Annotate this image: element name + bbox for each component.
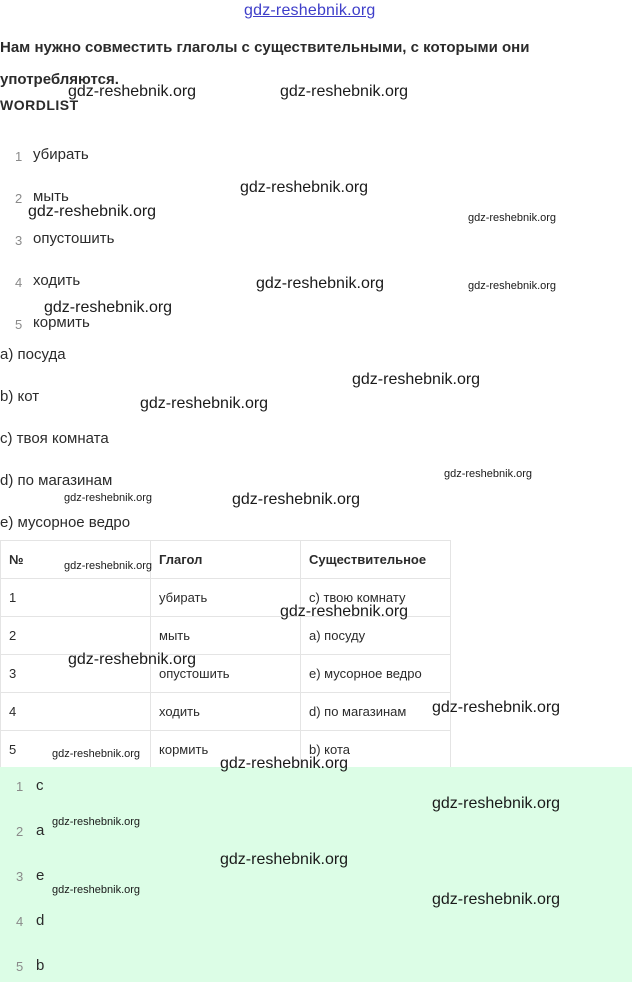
- verb: мыть: [33, 188, 69, 205]
- list-item: b) кот: [0, 388, 40, 405]
- verb: кормить: [33, 314, 90, 331]
- list-item: e) мусорное ведро: [0, 514, 131, 531]
- item-number: 2: [16, 824, 24, 839]
- watermark: gdz-reshebnik.org: [444, 468, 533, 480]
- list-item: [16, 867, 44, 884]
- watermark: gdz-reshebnik.org: [52, 884, 141, 896]
- item-number: 1: [16, 779, 24, 794]
- table-cell: 1: [1, 579, 151, 617]
- table-cell: 5: [1, 731, 151, 769]
- answer-letter: c: [36, 777, 44, 794]
- watermark: gdz-reshebnik.org: [52, 816, 141, 828]
- task-text: Нам нужно совместить глаголы с существительными, с которыми они употребляются.: [0, 39, 530, 88]
- watermark: gdz-reshebnik.org: [240, 179, 369, 196]
- table-cell: ходить: [151, 693, 301, 731]
- verb-list: [15, 146, 114, 356]
- list-item: c) твоя комната: [0, 430, 109, 447]
- table-cell: 3: [1, 655, 151, 693]
- table-cell: d) по магазинам: [301, 693, 451, 731]
- list-item: [16, 912, 44, 929]
- watermark: gdz-reshebnik.org: [468, 280, 557, 292]
- site-link[interactable]: gdz-reshebnik.org: [244, 2, 376, 19]
- table-cell: a) посуду: [301, 617, 451, 655]
- table-cell: e) мусорное ведро: [301, 655, 451, 693]
- watermark: gdz-reshebnik.org: [140, 395, 269, 412]
- watermark: gdz-reshebnik.org: [256, 275, 385, 292]
- table-cell: мыть: [151, 617, 301, 655]
- column-header: Глагол: [151, 541, 301, 579]
- table-cell: b) кота: [301, 731, 451, 769]
- table-cell: кормить: [151, 731, 301, 769]
- watermark: gdz-reshebnik.org: [64, 492, 153, 504]
- wordlist-title: WORDLIST: [0, 97, 79, 113]
- watermark: gdz-reshebnik.org: [220, 755, 349, 772]
- item-number: 3: [15, 233, 23, 248]
- item-number: 5: [16, 959, 24, 974]
- item-number: 1: [15, 149, 23, 164]
- list-item: [16, 822, 44, 839]
- list-item: d) по магазинам: [0, 472, 113, 489]
- table-row: [1, 693, 451, 731]
- table-cell: 2: [1, 617, 151, 655]
- verb: ходить: [33, 272, 81, 289]
- watermark: gdz-reshebnik.org: [432, 699, 561, 716]
- watermark: gdz-reshebnik.org: [280, 83, 409, 100]
- verb: опустошить: [33, 230, 115, 247]
- answer-letter: e: [36, 867, 45, 884]
- verb: убирать: [33, 146, 89, 163]
- column-header: №: [1, 541, 151, 579]
- list-item: [15, 230, 114, 272]
- watermark: gdz-reshebnik.org: [68, 83, 197, 100]
- item-number: 4: [15, 275, 23, 290]
- watermark: gdz-reshebnik.org: [232, 491, 361, 508]
- table-cell: убирать: [151, 579, 301, 617]
- table-cell: c) твою комнату: [301, 579, 451, 617]
- list-item: [16, 777, 44, 794]
- watermark: gdz-reshebnik.org: [52, 748, 141, 760]
- watermark: gdz-reshebnik.org: [28, 203, 157, 220]
- column-header: Существительное: [301, 541, 451, 579]
- list-item: [15, 146, 114, 188]
- watermark: gdz-reshebnik.org: [220, 851, 349, 868]
- watermark: gdz-reshebnik.org: [64, 560, 153, 572]
- noun-list: [0, 346, 130, 556]
- watermark: gdz-reshebnik.org: [44, 299, 173, 316]
- watermark: gdz-reshebnik.org: [468, 212, 557, 224]
- watermark: gdz-reshebnik.org: [432, 795, 561, 812]
- item-number: 4: [16, 914, 24, 929]
- list-item: a) посуда: [0, 346, 66, 363]
- item-number: 5: [15, 317, 23, 332]
- watermark: gdz-reshebnik.org: [432, 891, 561, 908]
- answer-letter: a: [36, 822, 45, 839]
- watermark: gdz-reshebnik.org: [352, 371, 481, 388]
- table-cell: 4: [1, 693, 151, 731]
- item-number: 2: [15, 191, 23, 206]
- table-row: [1, 617, 451, 655]
- list-item: [16, 957, 44, 974]
- table-cell: опустошить: [151, 655, 301, 693]
- answer-letter: d: [36, 912, 45, 929]
- watermark: gdz-reshebnik.org: [280, 603, 409, 620]
- item-number: 3: [16, 869, 24, 884]
- watermark: gdz-reshebnik.org: [68, 651, 197, 668]
- answer-letter: b: [36, 957, 45, 974]
